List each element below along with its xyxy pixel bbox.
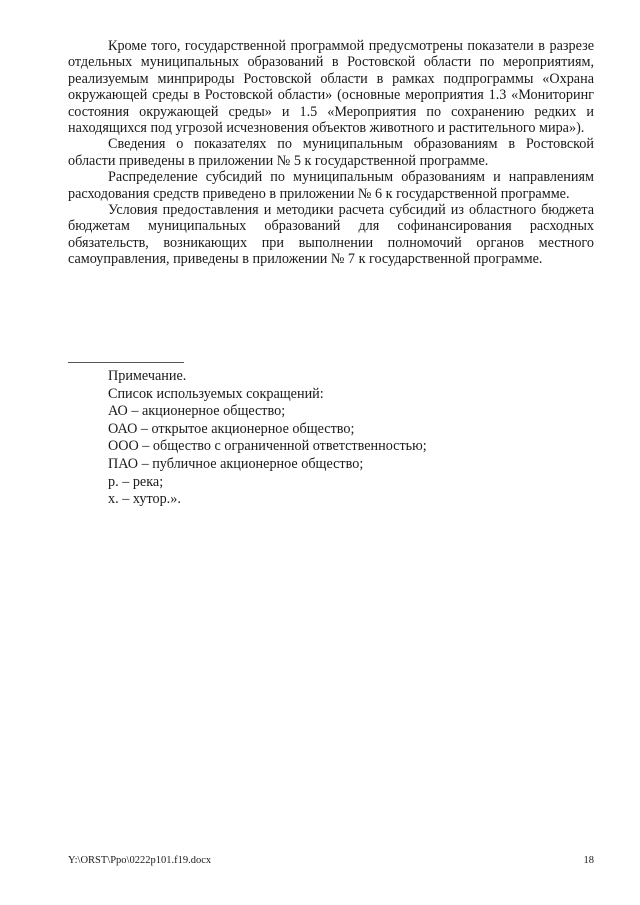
paragraph-indicators: Кроме того, государственной программой предусмотрены показатели в разрезе отдельных муниципальных образований в Ростовской области по мероприятиям, реализуемым минприроды Ростовской области в рамках подпрограммы «Охрана окружающей среды в Ростовской области» (основные мероприятия 1.3 «Мониторинг состояния окружающей среды» и 1.5 «Мероприятия по сохранению редких и находящихся под угрозой исчезновения объектов животного и растительного мира»). [68, 38, 594, 137]
note-abbrev-oao: ОАО – открытое акционерное общество; [108, 420, 355, 437]
note-abbrev-ao: АО – акционерное общество; [108, 403, 286, 420]
paragraph-municipal-info: Сведения о показателях по муниципальным образованиям в Ростовской области приведены в приложении № 5 к государственной программе. [68, 136, 594, 169]
paragraph-subsidy-distribution: Распределение субсидий по муниципальным образованиям и направлениям расходования средств приведено в приложении № 6 к государственной программе. [68, 169, 594, 202]
note-abbrev-pao: ПАО – публичное акционерное общество; [108, 455, 364, 472]
paragraph-subsidy-conditions: Условия предоставления и методики расчета субсидий из областного бюджета бюджетам муниципальных образований для софинансирования расходных обязательств, возникающих при выполнении полномочий органов местного самоуправления, приведены в приложении № 7 к государственной программе. [68, 202, 594, 268]
note-divider [68, 362, 184, 363]
notes-block [108, 368, 588, 509]
main-text [68, 38, 594, 268]
footer-page-number: 18 [583, 855, 594, 866]
note-abbrev-ooo: ООО – общество с ограниченной ответственностью; [108, 438, 427, 455]
note-abbrev-heading: Список используемых сокращений: [108, 385, 324, 402]
note-title: Примечание. [108, 368, 187, 384]
note-abbrev-farmstead: х. – хутор.». [108, 491, 181, 508]
footer-file-path: Y:\ORST\Ppo\0222p101.f19.docx [68, 855, 212, 866]
note-abbrev-river: р. – река; [108, 473, 164, 490]
